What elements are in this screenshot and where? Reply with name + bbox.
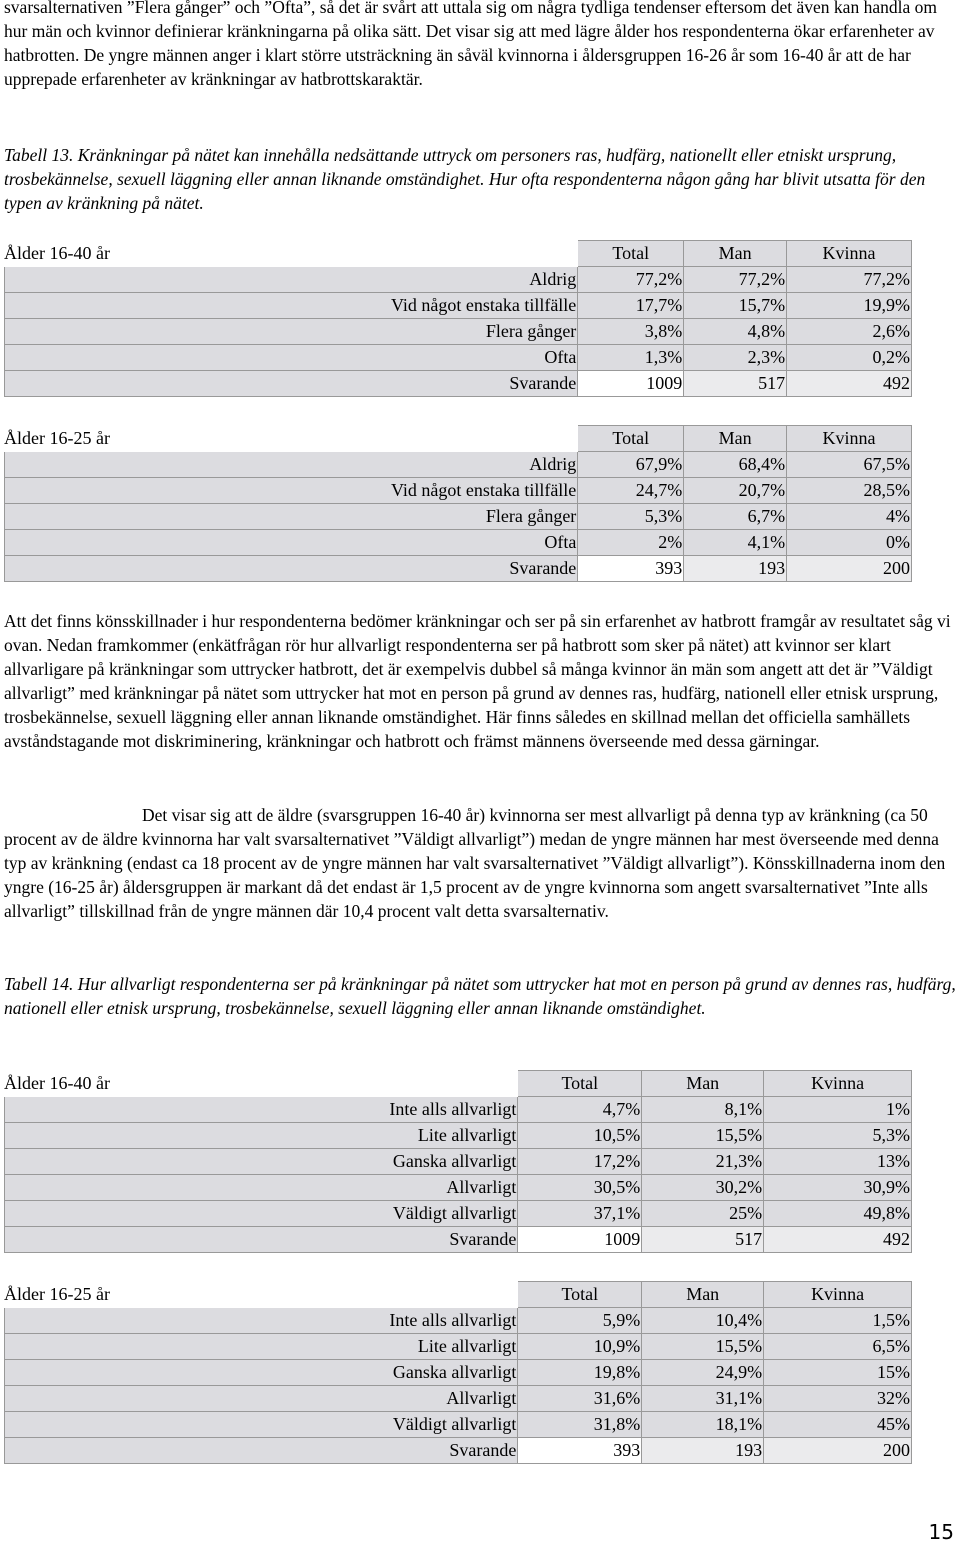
row-label: Ofta <box>5 345 578 371</box>
severity-table <box>4 1281 912 1464</box>
page-number: 15 <box>928 1520 954 1544</box>
cell-man: 8,1% <box>642 1097 764 1123</box>
cell-total: 1,3% <box>578 345 684 371</box>
table-header-row <box>5 1071 912 1097</box>
table-14-block-16-40 <box>4 1070 912 1260</box>
header-man: Man <box>684 241 787 267</box>
row-label: Lite allvarligt <box>5 1334 518 1360</box>
cell-man: 77,2% <box>684 267 787 293</box>
table-row <box>5 1227 912 1253</box>
cell-total: 5,3% <box>578 504 684 530</box>
header-man: Man <box>642 1071 764 1097</box>
table-row <box>5 1097 912 1123</box>
age-group-label: Ålder 16-40 år <box>4 1073 110 1093</box>
cell-man: 4,8% <box>684 319 787 345</box>
cell-man: 21,3% <box>642 1149 764 1175</box>
cell-kvinna: 0% <box>787 530 912 556</box>
cell-total: 1009 <box>578 371 684 397</box>
table-row <box>5 452 912 478</box>
table-row <box>5 1360 912 1386</box>
cell-kvinna: 1% <box>764 1097 912 1123</box>
header-kvinna: Kvinna <box>787 241 912 267</box>
header-total: Total <box>518 1282 642 1308</box>
cell-man: 68,4% <box>684 452 787 478</box>
table-header-row <box>5 426 912 452</box>
table-row <box>5 1201 912 1227</box>
table-row <box>5 1175 912 1201</box>
cell-kvinna: 19,9% <box>787 293 912 319</box>
cell-man: 31,1% <box>642 1386 764 1412</box>
intro-paragraph: svarsalternativen ”Flera gånger” och ”Ofta”, så det är svårt att uttala sig om några tydliga tendenser eftersom det även kan handla om hur män och kvinnor definierar kränkningarna på olika sätt. Det visar sig att med lägre ålder hos respondenterna ökar erfarenheter av hatbrotten. De yngre männen anger i klart större utsträckning än såväl kvinnorna i åldersgruppen 16-26 år som 16-40 år att de har upprepade erfarenheter av kränkningar av hatbrottskaraktär. <box>4 0 937 89</box>
row-label: Aldrig <box>5 452 578 478</box>
row-label: Ganska allvarligt <box>5 1149 518 1175</box>
table-row <box>5 319 912 345</box>
table-row <box>5 530 912 556</box>
cell-total: 10,5% <box>518 1123 642 1149</box>
frequency-table <box>4 425 912 582</box>
cell-kvinna: 2,6% <box>787 319 912 345</box>
cell-total: 77,2% <box>578 267 684 293</box>
cell-kvinna: 49,8% <box>764 1201 912 1227</box>
cell-man: 30,2% <box>642 1175 764 1201</box>
cell-total: 1009 <box>518 1227 642 1253</box>
row-label: Ofta <box>5 530 578 556</box>
row-label: Inte alls allvarligt <box>5 1308 518 1334</box>
cell-total: 37,1% <box>518 1201 642 1227</box>
cell-total: 10,9% <box>518 1334 642 1360</box>
cell-kvinna: 200 <box>764 1438 912 1464</box>
table-row <box>5 1334 912 1360</box>
table-row <box>5 504 912 530</box>
header-empty-cell <box>5 241 578 267</box>
table-13-caption: Tabell 13. Kränkningar på nätet kan innehålla nedsättande uttryck om personers ras, hudfärg, nationellt eller etniskt ursprung, trosbekännelse, sexuell läggning eller annan liknande omständighet. Hur ofta respondenterna någon gång har blivit utsatta för den typen av kränkning på nätet. <box>4 145 926 213</box>
cell-kvinna: 28,5% <box>787 478 912 504</box>
cell-kvinna: 0,2% <box>787 345 912 371</box>
cell-kvinna: 32% <box>764 1386 912 1412</box>
table-14-caption: Tabell 14. Hur allvarligt respondenterna ser på kränkningar på nätet som uttrycker hat mot en person på grund av dennes ras, hudfärg, nationell eller etnisk ursprung, trosbekännelse, sexuell läggning eller annan liknande omständighet. <box>4 974 956 1018</box>
cell-kvinna: 200 <box>787 556 912 582</box>
gender-differences-paragraph: Att det finns könsskillnader i hur respondenterna bedömer kränkningar och ser på sin erfarenhet av hatbrott framgår av resultatet såg vi ovan. Nedan framkommer (enkätfrågan rör hur allvarligt respondenterna ser på hatbrott som sker på nätet) att kvinnor ser klart allvarligare på kränkningar som uttrycker hatbrott, det är exempelvis dubbel så många kvinnor än män som angett att det är ”Väldigt allvarligt” med kränkningar på nätet som uttrycker hat mot en person på grund av dennes ras, hudfärg, nationell eller etnisk ursprung, trosbekännelse, sexuell läggning eller annan liknande omständighet. Här finns således en skillnad mellan det officiella samhällets avståndstagande mot diskriminering, kränkningar och hatbrott och främst männens överseende med dessa gärningar. <box>4 611 951 751</box>
age-comparison-text: Det visar sig att de äldre (svarsgruppen 16-40 år) kvinnorna ser mest allvarligt på denna typ av kränkning (ca 50 procent av de äldre kvinnorna har valt svarsalternativet ”Väldigt allvarligt”) medan de yngre männen har mest överseende med denna typ av kränkning (endast ca 18 procent av de yngre männen har valt svarsalternativet ”Väldigt allvarligt”). Könsskillnaderna inom den yngre (16-25 år) åldersgruppen är markant då det endast är 1,5 procent av de yngre kvinnorna som angett svarsalternativet ”Inte alls allvarligt” tillskillnad från de yngre männen där 10,4 procent valt detta svarsalternativ. <box>4 805 946 921</box>
cell-man: 18,1% <box>642 1412 764 1438</box>
header-empty-cell <box>5 1282 518 1308</box>
cell-kvinna: 13% <box>764 1149 912 1175</box>
table-row <box>5 556 912 582</box>
cell-man: 25% <box>642 1201 764 1227</box>
table-row <box>5 267 912 293</box>
cell-kvinna: 30,9% <box>764 1175 912 1201</box>
cell-total: 5,9% <box>518 1308 642 1334</box>
cell-man: 20,7% <box>684 478 787 504</box>
cell-kvinna: 45% <box>764 1412 912 1438</box>
cell-kvinna: 1,5% <box>764 1308 912 1334</box>
cell-kvinna: 4% <box>787 504 912 530</box>
age-group-label: Ålder 16-40 år <box>4 243 110 263</box>
row-label: Flera gånger <box>5 319 578 345</box>
header-man: Man <box>684 426 787 452</box>
cell-total: 67,9% <box>578 452 684 478</box>
row-label: Vid något enstaka tillfälle <box>5 478 578 504</box>
cell-man: 15,5% <box>642 1123 764 1149</box>
cell-kvinna: 6,5% <box>764 1334 912 1360</box>
frequency-table <box>4 240 912 397</box>
cell-man: 517 <box>642 1227 764 1253</box>
cell-man: 517 <box>684 371 787 397</box>
cell-total: 30,5% <box>518 1175 642 1201</box>
cell-kvinna: 492 <box>764 1227 912 1253</box>
cell-man: 15,7% <box>684 293 787 319</box>
cell-man: 6,7% <box>684 504 787 530</box>
cell-man: 24,9% <box>642 1360 764 1386</box>
row-label: Lite allvarligt <box>5 1123 518 1149</box>
table-header-row <box>5 241 912 267</box>
table-13-block-16-25 <box>4 425 912 578</box>
row-label: Aldrig <box>5 267 578 293</box>
row-label: Svarande <box>5 371 578 397</box>
row-label: Svarande <box>5 1438 518 1464</box>
cell-total: 24,7% <box>578 478 684 504</box>
cell-man: 4,1% <box>684 530 787 556</box>
row-label: Svarande <box>5 1227 518 1253</box>
table-row <box>5 1438 912 1464</box>
header-empty-cell <box>5 426 578 452</box>
header-kvinna: Kvinna <box>764 1282 912 1308</box>
severity-table <box>4 1070 912 1253</box>
age-group-label: Ålder 16-25 år <box>4 428 110 448</box>
header-kvinna: Kvinna <box>787 426 912 452</box>
table-row <box>5 371 912 397</box>
table-row <box>5 478 912 504</box>
header-total: Total <box>578 241 684 267</box>
cell-total: 31,6% <box>518 1386 642 1412</box>
cell-total: 393 <box>518 1438 642 1464</box>
table-13-block-16-40 <box>4 240 912 393</box>
row-label: Ganska allvarligt <box>5 1360 518 1386</box>
cell-total: 3,8% <box>578 319 684 345</box>
table-14-block-16-25 <box>4 1281 912 1471</box>
row-label: Vid något enstaka tillfälle <box>5 293 578 319</box>
cell-total: 19,8% <box>518 1360 642 1386</box>
header-empty-cell <box>5 1071 518 1097</box>
header-man: Man <box>642 1282 764 1308</box>
cell-man: 15,5% <box>642 1334 764 1360</box>
cell-total: 4,7% <box>518 1097 642 1123</box>
header-total: Total <box>578 426 684 452</box>
cell-man: 2,3% <box>684 345 787 371</box>
row-label: Allvarligt <box>5 1175 518 1201</box>
cell-kvinna: 77,2% <box>787 267 912 293</box>
cell-total: 2% <box>578 530 684 556</box>
table-row <box>5 1308 912 1334</box>
cell-kvinna: 492 <box>787 371 912 397</box>
table-row <box>5 1412 912 1438</box>
row-label: Väldigt allvarligt <box>5 1201 518 1227</box>
table-row <box>5 293 912 319</box>
row-label: Allvarligt <box>5 1386 518 1412</box>
cell-man: 193 <box>684 556 787 582</box>
row-label: Svarande <box>5 556 578 582</box>
table-header-row <box>5 1282 912 1308</box>
cell-total: 17,7% <box>578 293 684 319</box>
header-total: Total <box>518 1071 642 1097</box>
table-row <box>5 1386 912 1412</box>
table-row <box>5 1123 912 1149</box>
cell-kvinna: 67,5% <box>787 452 912 478</box>
cell-total: 31,8% <box>518 1412 642 1438</box>
table-row <box>5 1149 912 1175</box>
row-label: Inte alls allvarligt <box>5 1097 518 1123</box>
cell-man: 193 <box>642 1438 764 1464</box>
age-group-label: Ålder 16-25 år <box>4 1284 110 1304</box>
cell-total: 393 <box>578 556 684 582</box>
row-label: Flera gånger <box>5 504 578 530</box>
cell-man: 10,4% <box>642 1308 764 1334</box>
table-row <box>5 345 912 371</box>
age-comparison-paragraph <box>4 803 956 923</box>
cell-total: 17,2% <box>518 1149 642 1175</box>
cell-kvinna: 15% <box>764 1360 912 1386</box>
header-kvinna: Kvinna <box>764 1071 912 1097</box>
row-label: Väldigt allvarligt <box>5 1412 518 1438</box>
cell-kvinna: 5,3% <box>764 1123 912 1149</box>
